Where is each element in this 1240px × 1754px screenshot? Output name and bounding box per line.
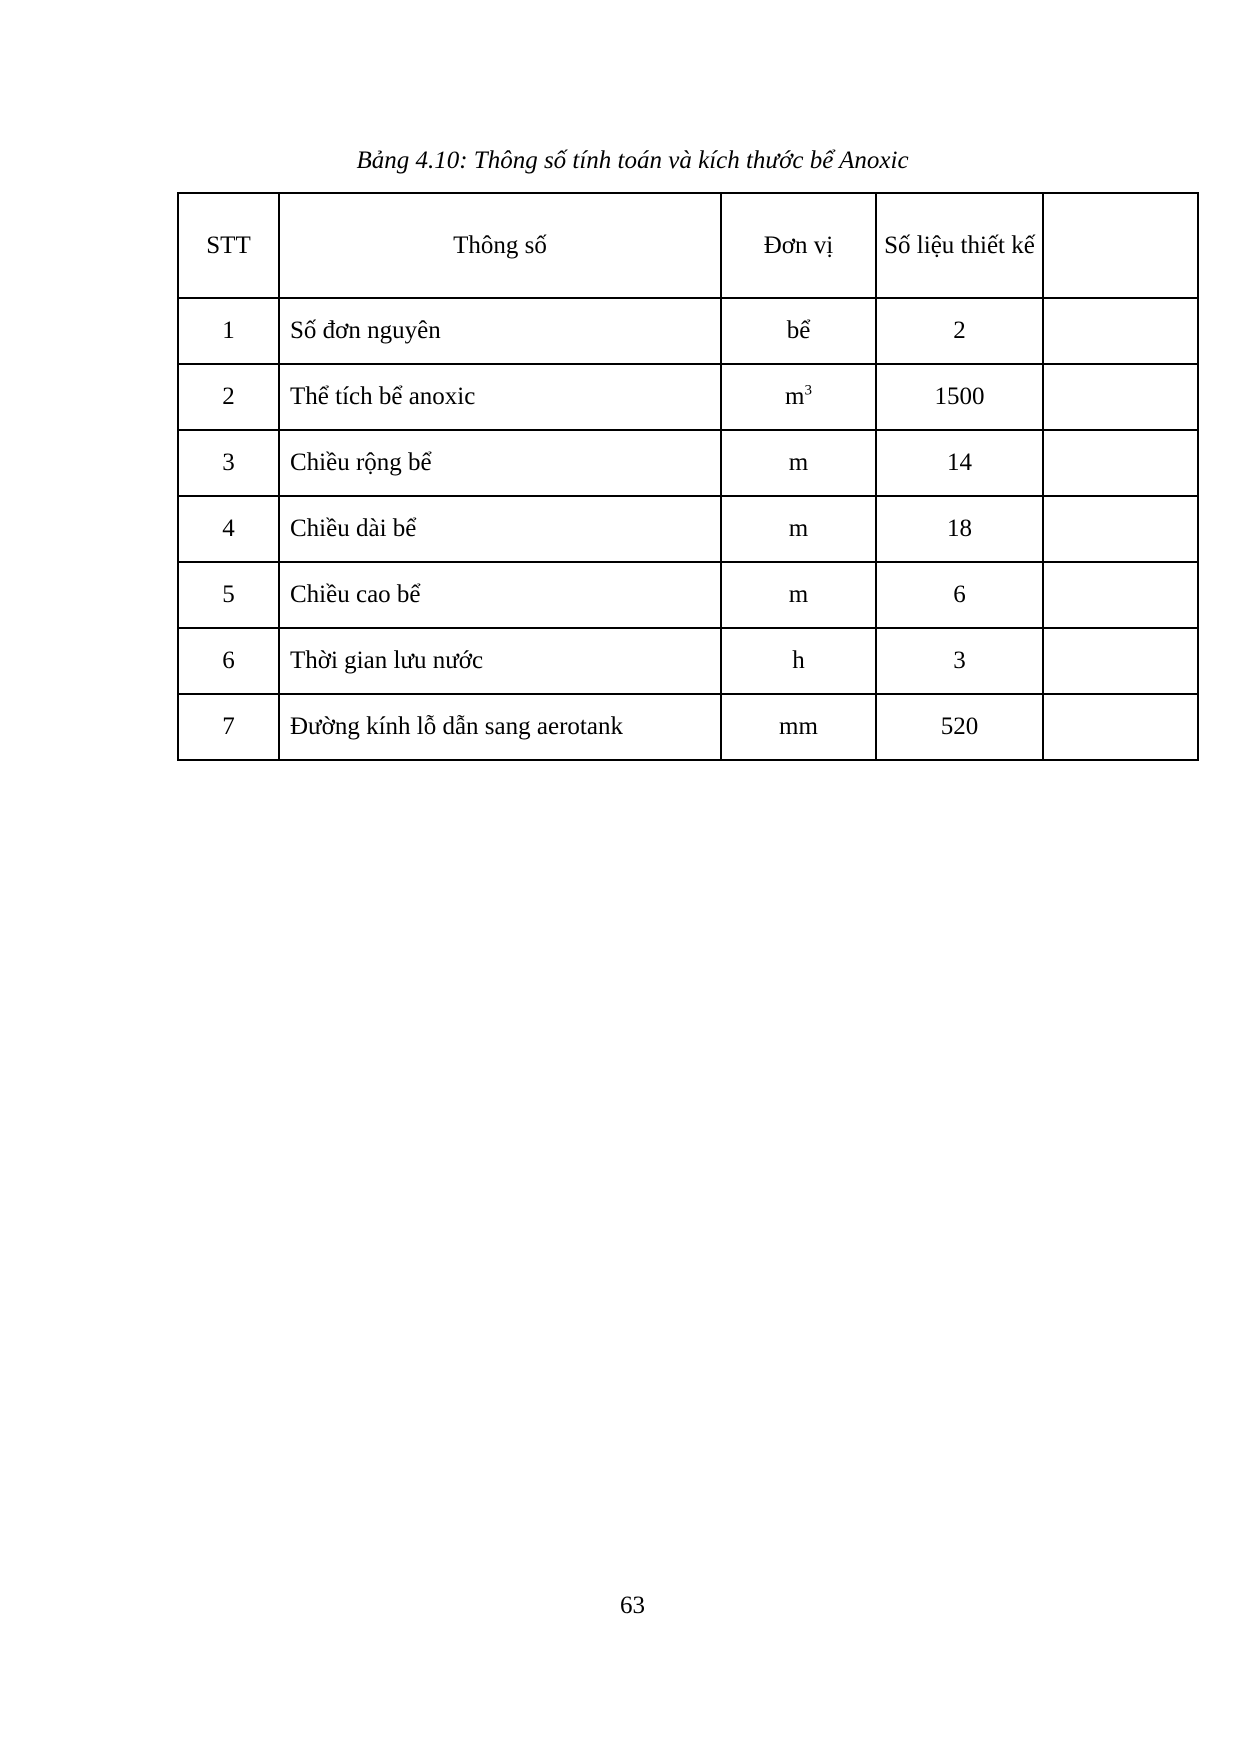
header-empty [1043,193,1198,298]
header-design-value: Số liệu thiết kế [876,193,1043,298]
cell-parameter: Chiều cao bể [279,562,721,628]
cell-empty [1043,694,1198,760]
cell-design-value: 1500 [876,364,1043,430]
table-row [178,562,1198,628]
cell-design-value: 14 [876,430,1043,496]
header-unit: Đơn vị [721,193,876,298]
cell-empty [1043,496,1198,562]
unit-text: m [788,515,809,542]
cell-unit [721,430,876,496]
cell-stt: 2 [178,364,279,430]
cell-unit [721,496,876,562]
header-stt: STT [178,193,279,298]
cell-stt: 3 [178,430,279,496]
cell-design-value: 2 [876,298,1043,364]
cell-parameter: Thể tích bể anoxic [279,364,721,430]
table-row [178,364,1198,430]
page-number: 63 [620,1592,645,1619]
cell-empty [1043,298,1198,364]
table-header-row [178,193,1198,298]
cell-unit [721,562,876,628]
cell-parameter: Chiều dài bể [279,496,721,562]
cell-unit [721,298,876,364]
cell-design-value: 6 [876,562,1043,628]
table-row [178,694,1198,760]
cell-stt: 4 [178,496,279,562]
cell-parameter: Đường kính lỗ dẫn sang aerotank [279,694,721,760]
unit-text: mm [779,713,818,740]
cell-stt: 1 [178,298,279,364]
cell-stt: 7 [178,694,279,760]
cell-stt: 5 [178,562,279,628]
cell-design-value: 18 [876,496,1043,562]
header-parameter: Thông số [279,193,721,298]
table-caption: Bảng 4.10: Thông số tính toán và kích thước bể Anoxic [356,147,909,174]
table-row [178,628,1198,694]
cell-parameter: Thời gian lưu nước [279,628,721,694]
cell-stt: 6 [178,628,279,694]
cell-empty [1043,430,1198,496]
unit-superscript: 3 [804,382,812,399]
cell-empty [1043,364,1198,430]
cell-parameter: Chiều rộng bể [279,430,721,496]
cell-parameter: Số đơn nguyên [279,298,721,364]
cell-design-value: 3 [876,628,1043,694]
unit-text: bể [786,317,811,344]
cell-empty [1043,562,1198,628]
cell-unit [721,364,876,430]
unit-text: m [788,449,809,476]
cell-design-value: 520 [876,694,1043,760]
cell-unit [721,694,876,760]
table-row [178,430,1198,496]
cell-unit [721,628,876,694]
unit-text: m [788,581,809,608]
unit-text: m [785,383,805,410]
unit-text: h [792,647,805,674]
table-row [178,496,1198,562]
table-row [178,298,1198,364]
parameters-table [177,192,1199,761]
cell-empty [1043,628,1198,694]
